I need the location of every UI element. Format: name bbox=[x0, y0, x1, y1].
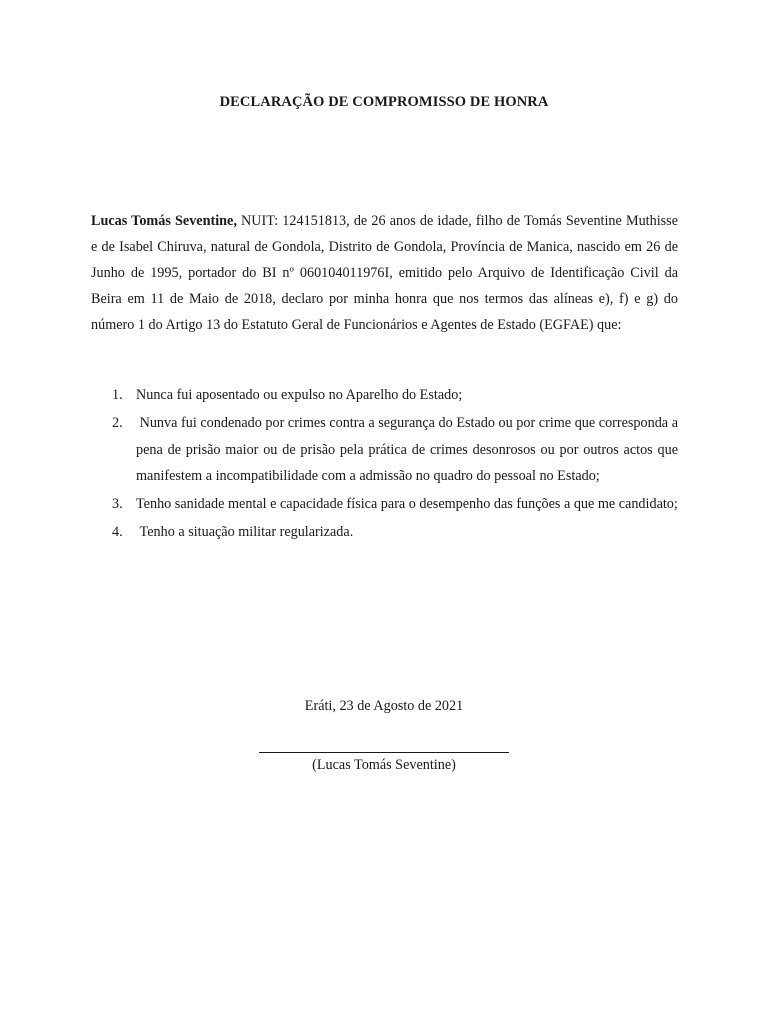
commitment-list bbox=[91, 382, 682, 547]
list-item-text: Nunva fui condenado por crimes contra a segurança do Estado ou por crime que corresponda a pena de prisão maior ou de prisão pela prática de crimes desonrosos ou por outros actos que manifestem a incompatibilidade com a admissão no quadro do pessoal no Estado; bbox=[136, 415, 682, 484]
list-item bbox=[91, 382, 678, 409]
list-item-number: 1. bbox=[112, 387, 123, 403]
list-item-number: 2. bbox=[112, 415, 123, 431]
list-item-text: Nunca fui aposentado ou expulso no Aparelho do Estado; bbox=[136, 387, 463, 403]
signature-line bbox=[259, 752, 509, 753]
list-item bbox=[91, 410, 682, 490]
declaration-paragraph bbox=[91, 208, 678, 338]
signer-name: (Lucas Tomás Seventine) bbox=[312, 757, 456, 773]
list-item-text: Tenho a situação militar regularizada. bbox=[136, 524, 354, 540]
place-and-date: Eráti, 23 de Agosto de 2021 bbox=[304, 698, 464, 714]
declarant-name: Lucas Tomás Seventine, bbox=[91, 213, 237, 229]
declaration-text: NUIT: 124151813, de 26 anos de idade, filho de Tomás Seventine Muthisse e de Isabel Chiruva, natural de Gondola, Distrito de Gondola, Província de Manica, nascido em 26 de Junho de 1995, portador do BI nº 060104011976I, emitido pelo Arquivo de Identificação Civil da Beira em 11 de Maio de 2018, declaro por minha honra que nos termos das alíneas e), f) e g) do número 1 do Artigo 13 do Estatuto Geral de Funcionários e Agentes de Estado (EGFAE) que: bbox=[91, 213, 678, 333]
list-item bbox=[91, 519, 678, 546]
document-title: DECLARAÇÃO DE COMPROMISSO DE HONRA bbox=[219, 94, 549, 110]
list-item-number: 4. bbox=[112, 524, 123, 540]
list-item-number: 3. bbox=[112, 496, 123, 512]
list-item bbox=[91, 491, 678, 518]
list-item-text: Tenho sanidade mental e capacidade física para o desempenho das funções a que me candidato; bbox=[136, 496, 678, 512]
